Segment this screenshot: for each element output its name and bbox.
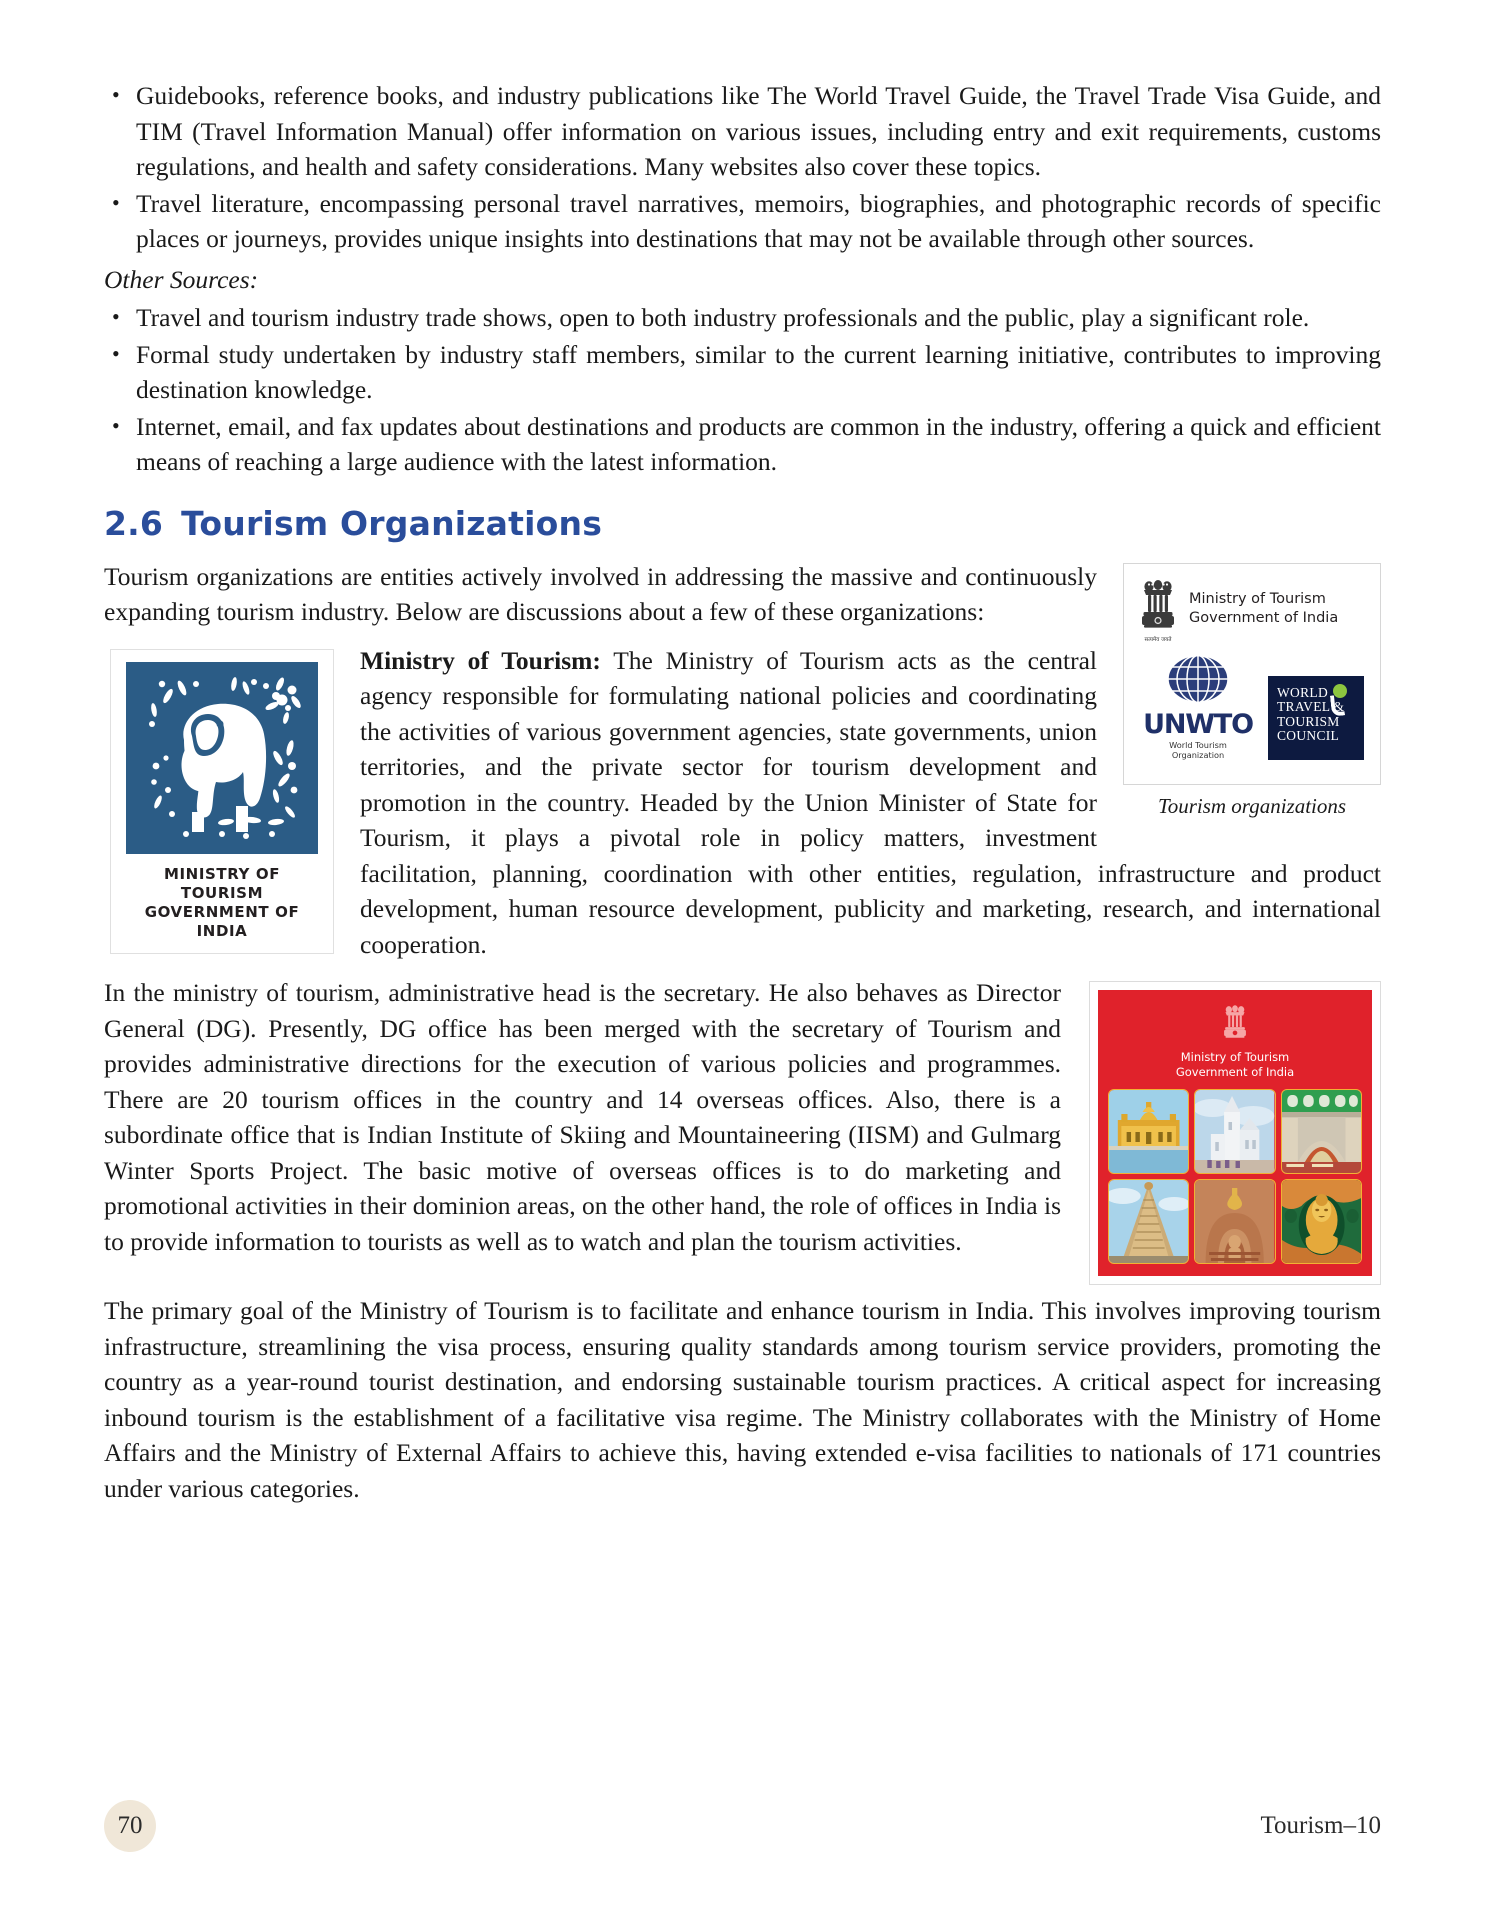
poster-tile-basilica xyxy=(1194,1089,1275,1174)
ministry-line-2: Government of India xyxy=(1189,609,1339,626)
poster-tile-mahabodhi-carving xyxy=(1194,1179,1275,1264)
running-title: Tourism–10 xyxy=(1260,1812,1381,1839)
poster-tile-gopuram xyxy=(1108,1179,1189,1264)
poster-header-line-1: Ministry of Tourism xyxy=(1180,1050,1290,1064)
goal-paragraph: The primary goal of the Ministry of Tourism is to facilitate and enhance tourism in India. This involves improving tourism infrastructure, streamlining the visa process, ensuring quality standards among tourism service providers, promoting the country as a year-round tourist destination, and endorsing sustainable tourism practices. A critical aspect for increasing inbound tourism is the establishment of a facilitative visa regime. The Ministry collaborates with the Ministry of Home Affairs and the Ministry of External Affairs to achieve this, having extended e-visa facilities to nationals of 171 countries under various categories. xyxy=(104,1296,1381,1503)
poster-tile-temple-gateway xyxy=(1281,1089,1362,1174)
orgs-panel-frame xyxy=(1123,563,1381,785)
unwto-wordmark: UNWTO xyxy=(1143,708,1253,740)
list-item: • Formal study undertaken by industry staff members, similar to the current learning initiative, contributes to improving destination knowledge. xyxy=(104,337,1381,408)
mot-logo-line-1: MINISTRY OF TOURISM xyxy=(163,864,281,902)
unwto-subtitle: World Tourism Organization xyxy=(1169,739,1227,760)
poster-body xyxy=(1098,990,1372,1276)
mot-logo-line-2: GOVERNMENT OF INDIA xyxy=(144,902,300,940)
poster-emblem-icon xyxy=(1220,1002,1250,1046)
poster-tile-golden-temple xyxy=(1108,1089,1189,1174)
org-logos-row xyxy=(1136,654,1370,760)
section-title: Tourism Organizations xyxy=(181,503,603,543)
poster-photo-grid xyxy=(1108,1089,1362,1264)
globe-icon xyxy=(1142,654,1254,709)
section-heading xyxy=(104,504,1381,543)
other-sources-label: Other Sources: xyxy=(104,264,259,294)
unwto-logo xyxy=(1142,654,1254,760)
mot-logo-label xyxy=(121,865,323,941)
wttc-line-2: TRAVEL & xyxy=(1277,699,1345,715)
ministry-lead-in: Ministry of Tourism: xyxy=(360,645,601,675)
elephant-logo-icon xyxy=(126,662,318,854)
poster-header-line-2: Government of India xyxy=(1175,1065,1295,1079)
wttc-line-4: COUNCIL xyxy=(1277,728,1340,744)
emblem-motto: सत्यमेव जयते xyxy=(1144,636,1172,643)
poster-tile-golden-buddha xyxy=(1281,1179,1362,1264)
wttc-logo xyxy=(1268,676,1364,760)
ministry-logo-row xyxy=(1136,576,1370,642)
figure-incredible-india-poster xyxy=(1089,981,1381,1285)
page-footer xyxy=(104,1800,1381,1856)
india-state-emblem-icon xyxy=(1136,576,1180,642)
ministry-body-text: The Ministry of Tourism acts as the central agency responsible for formulating national policies and coordinating the activities of various government agencies, state governments, union territories, and the private sector for tourism development and promotion in the country. Headed by the Union Minister of State for Tourism, it plays a pivotal role in policy matters, investment facilitation, planning, coordination with other entities, regulation, infrastructure and product development, human resource development, publicity and marketing, research, and international cooperation. xyxy=(360,645,1381,959)
top-bullet-list xyxy=(104,78,1381,257)
intro-paragraph: Tourism organizations are entities actively involved in addressing the massive and continuously expanding tourism industry. Below are discussions about a few of these organizations: xyxy=(104,561,1097,626)
other-sources-bullet-list xyxy=(104,300,1381,480)
wttc-line-1: WORLD xyxy=(1277,684,1328,700)
secretary-paragraph: In the ministry of tourism, administrative head is the secretary. He also behaves as Director General (DG). Presently, DG office has been merged with the secretary of Tourism and provides administrative directions for the execution of various policies and programmes. There are 20 tourism offices in the country and 14 overseas offices. Also, there is a subordinate office that is Indian Institute of Skiing and Mountaineering (IISM) and Gulmarg Winter Sports Project. The basic motive of overseas offices is to do marketing and promotional activities in their dominion areas, on the other hand, the role of offices in India is to provide information to tourists as well as to watch and plan the tourism activities. xyxy=(104,978,1061,1256)
page-number-badge: 70 xyxy=(104,1800,156,1852)
section-number: 2.6 xyxy=(104,503,164,543)
figure-caption: Tourism organizations xyxy=(1157,793,1347,818)
list-item: • Internet, email, and fax updates about destinations and products are common in the industry, offering a quick and efficient means of reaching a large audience with the latest information. xyxy=(104,409,1381,480)
list-item: • Guidebooks, reference books, and industry publications like The World Travel Guide, the Travel Trade Visa Guide, and TIM (Travel Information Manual) offer information on various issues, including entry and exit requirements, customs regulations, and health and safety considerations. Many websites also cover these topics. xyxy=(104,78,1381,185)
figure-ministry-of-tourism-logo xyxy=(110,649,334,954)
figure-tourism-organizations xyxy=(1123,563,1381,819)
ministry-line-1: Ministry of Tourism xyxy=(1189,590,1326,607)
wttc-line-3: TOURISM xyxy=(1277,713,1340,729)
list-item: • Travel literature, encompassing personal travel narratives, memoirs, biographies, and photographic records of specific places or journeys, provides unique insights into destinations that may not be available through other sources. xyxy=(104,186,1381,257)
ministry-text-block xyxy=(1189,590,1338,628)
list-item: • Travel and tourism industry trade shows, open to both industry professionals and the public, play a significant role. xyxy=(104,300,1381,336)
poster-header xyxy=(1108,1050,1362,1080)
